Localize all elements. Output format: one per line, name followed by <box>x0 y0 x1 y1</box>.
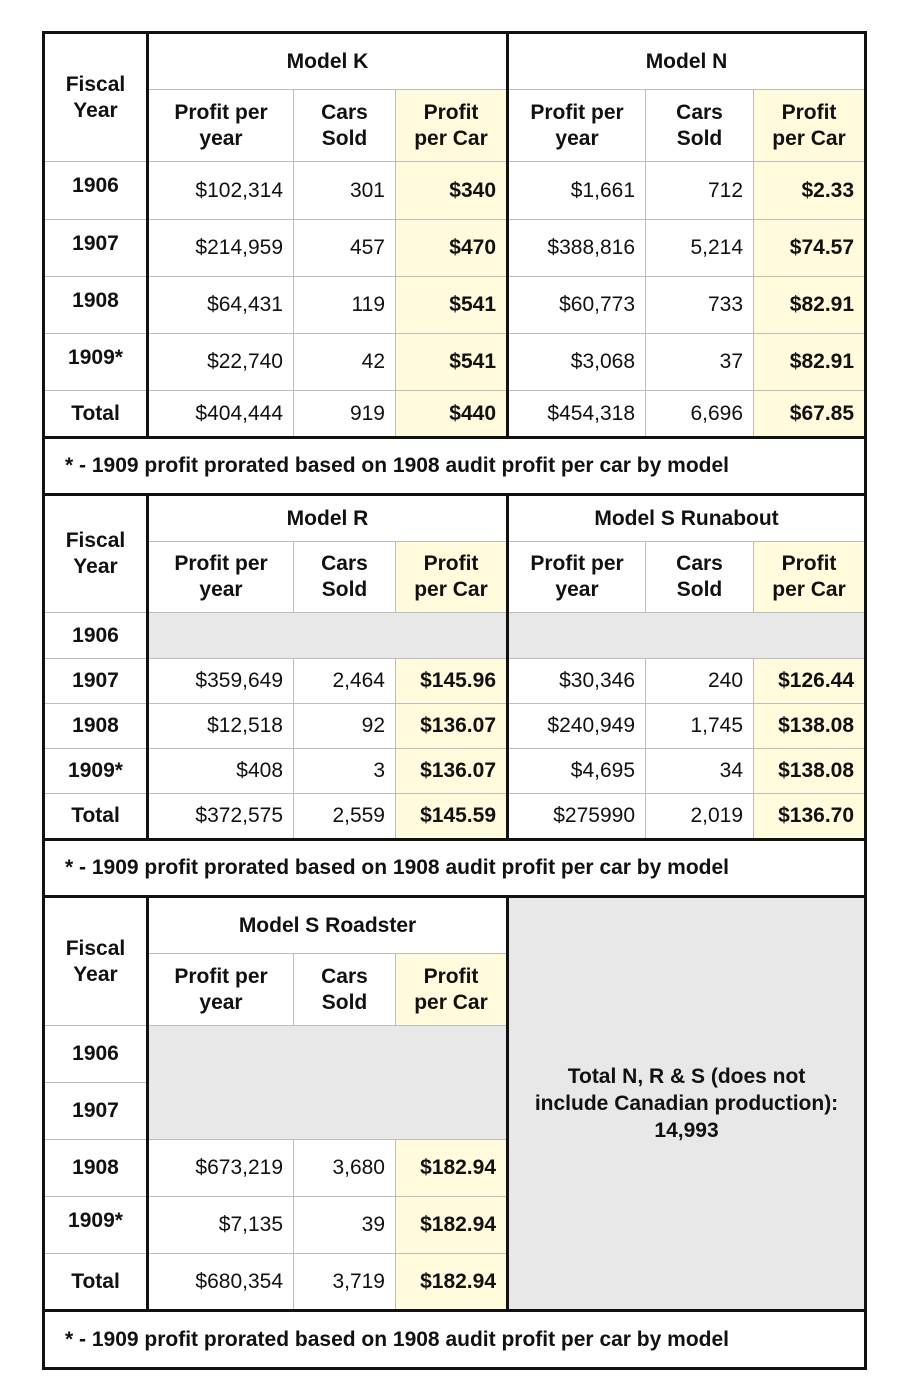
year-cell: Total <box>44 391 148 438</box>
profit-per-car-cell: $541 <box>396 334 508 391</box>
empty-cell <box>148 1026 508 1140</box>
profit-per-year-header <box>148 954 294 1026</box>
profit-per-car-cell: $138.08 <box>754 704 866 749</box>
cars-sold-label: Cars Sold <box>321 552 368 601</box>
year-cell: 1909* <box>44 1197 148 1254</box>
profit-cell: $372,575 <box>148 794 294 840</box>
year-cell: 1908 <box>44 277 148 334</box>
profit-per-car-cell: $145.96 <box>396 659 508 704</box>
cars-cell: 34 <box>646 749 754 794</box>
table1-column-header-row <box>44 90 866 162</box>
model-s-runabout-header: Model S Runabout <box>508 495 866 542</box>
profit-per-car-label: Profit per Car <box>772 552 846 601</box>
table-row <box>44 704 866 749</box>
model-k-header: Model K <box>148 33 508 90</box>
year-cell: 1906 <box>44 1026 148 1083</box>
footnote: * - 1909 profit prorated based on 1908 audit profit per car by model <box>44 1311 866 1369</box>
cars-cell: 733 <box>646 277 754 334</box>
cars-cell: 6,696 <box>646 391 754 438</box>
cars-sold-header <box>646 542 754 613</box>
empty-cell <box>508 613 866 659</box>
table-row <box>44 749 866 794</box>
profit-per-car-cell: $340 <box>396 162 508 220</box>
table-row <box>44 220 866 277</box>
profit-cell: $454,318 <box>508 391 646 438</box>
fiscal-year-label: Fiscal Year <box>65 936 126 986</box>
profit-cell: $102,314 <box>148 162 294 220</box>
profit-per-car-cell: $138.08 <box>754 749 866 794</box>
cars-cell: 92 <box>294 704 396 749</box>
profit-cell: $4,695 <box>508 749 646 794</box>
cars-sold-label: Cars Sold <box>321 100 368 150</box>
cars-cell: 3,719 <box>294 1254 396 1311</box>
model-r-header: Model R <box>148 495 508 542</box>
cars-cell: 3 <box>294 749 396 794</box>
profit-per-car-cell: $136.07 <box>396 704 508 749</box>
footnote: * - 1909 profit prorated based on 1908 audit profit per car by model <box>44 438 866 495</box>
table2-model-header-row <box>44 495 866 542</box>
profit-per-year-label: Profit per year <box>530 100 624 150</box>
table-row-total <box>44 794 866 840</box>
profit-cell: $359,649 <box>148 659 294 704</box>
cars-cell: 919 <box>294 391 396 438</box>
table-row-total <box>44 391 866 438</box>
fiscal-year-label: Fiscal Year <box>65 72 126 122</box>
empty-cell <box>148 613 508 659</box>
profit-per-car-cell: $82.91 <box>754 277 866 334</box>
cars-cell: 39 <box>294 1197 396 1254</box>
profit-per-car-cell: $182.94 <box>396 1254 508 1311</box>
profit-cell: $408 <box>148 749 294 794</box>
cars-cell: 2,464 <box>294 659 396 704</box>
footnote-row <box>44 840 866 897</box>
fiscal-year-label: Fiscal Year <box>65 529 126 578</box>
cars-sold-label: Cars Sold <box>676 552 723 601</box>
profit-tables <box>42 31 864 1370</box>
profit-per-car-header <box>396 90 508 162</box>
profit-per-car-header <box>396 542 508 613</box>
profit-per-car-label: Profit per Car <box>414 552 488 601</box>
footnote-row <box>44 1311 866 1369</box>
cars-cell: 240 <box>646 659 754 704</box>
table3-model-header-row <box>44 897 866 954</box>
profit-cell: $673,219 <box>148 1140 294 1197</box>
profit-cell: $275990 <box>508 794 646 840</box>
model-n-header: Model N <box>508 33 866 90</box>
profit-cell: $388,816 <box>508 220 646 277</box>
year-cell: 1907 <box>44 220 148 277</box>
year-cell: Total <box>44 794 148 840</box>
cars-cell: 3,680 <box>294 1140 396 1197</box>
table-row <box>44 277 866 334</box>
total-summary-cell <box>508 897 866 1311</box>
cars-cell: 42 <box>294 334 396 391</box>
profit-per-car-cell: $440 <box>396 391 508 438</box>
fiscal-year-header <box>44 33 148 162</box>
table-row <box>44 613 866 659</box>
summary-line-1: Total N, R & S (does not <box>567 1065 806 1088</box>
profit-per-year-label: Profit per year <box>174 100 268 150</box>
profit-per-car-header <box>396 954 508 1026</box>
cars-sold-header <box>294 954 396 1026</box>
summary-line-2: include Canadian production): <box>534 1092 839 1115</box>
cars-sold-header <box>646 90 754 162</box>
profit-cell: $240,949 <box>508 704 646 749</box>
profit-per-car-cell: $182.94 <box>396 1140 508 1197</box>
profit-per-year-header <box>508 90 646 162</box>
cars-sold-label: Cars Sold <box>676 100 723 150</box>
table-row <box>44 659 866 704</box>
profit-per-car-header <box>754 542 866 613</box>
cars-cell: 712 <box>646 162 754 220</box>
profit-cell: $60,773 <box>508 277 646 334</box>
profit-per-car-cell: $145.59 <box>396 794 508 840</box>
cars-sold-header <box>294 542 396 613</box>
year-cell: 1906 <box>44 162 148 220</box>
cars-sold-label: Cars Sold <box>321 964 368 1014</box>
profit-cell: $1,661 <box>508 162 646 220</box>
profit-cell: $12,518 <box>148 704 294 749</box>
profit-per-car-cell: $136.07 <box>396 749 508 794</box>
profit-per-car-label: Profit per Car <box>414 964 488 1014</box>
profit-per-car-header <box>754 90 866 162</box>
profit-per-car-cell: $182.94 <box>396 1197 508 1254</box>
cars-cell: 301 <box>294 162 396 220</box>
year-cell: 1908 <box>44 1140 148 1197</box>
footnote: * - 1909 profit prorated based on 1908 audit profit per car by model <box>44 840 866 897</box>
profit-cell: $30,346 <box>508 659 646 704</box>
summary-line-3: 14,993 <box>654 1119 719 1142</box>
profit-per-car-cell: $82.91 <box>754 334 866 391</box>
profit-per-year-header <box>508 542 646 613</box>
year-cell: 1907 <box>44 1083 148 1140</box>
cars-cell: 5,214 <box>646 220 754 277</box>
year-cell: 1909* <box>44 334 148 391</box>
profit-per-year-label: Profit per year <box>530 552 624 601</box>
cars-cell: 2,559 <box>294 794 396 840</box>
profit-cell: $22,740 <box>148 334 294 391</box>
year-cell: 1906 <box>44 613 148 659</box>
cars-cell: 1,745 <box>646 704 754 749</box>
profit-table <box>42 31 867 1370</box>
profit-per-car-label: Profit per Car <box>414 100 488 150</box>
year-cell: 1907 <box>44 659 148 704</box>
year-cell: 1908 <box>44 704 148 749</box>
fiscal-year-header <box>44 897 148 1026</box>
table-row <box>44 334 866 391</box>
profit-cell: $7,135 <box>148 1197 294 1254</box>
table1-model-header-row <box>44 33 866 90</box>
profit-per-year-label: Profit per year <box>174 552 268 601</box>
profit-cell: $64,431 <box>148 277 294 334</box>
table2-column-header-row <box>44 542 866 613</box>
model-s-roadster-header: Model S Roadster <box>148 897 508 954</box>
cars-cell: 457 <box>294 220 396 277</box>
cars-sold-header <box>294 90 396 162</box>
profit-cell: $404,444 <box>148 391 294 438</box>
profit-per-year-label: Profit per year <box>174 964 268 1014</box>
profit-per-car-cell: $126.44 <box>754 659 866 704</box>
cars-cell: 37 <box>646 334 754 391</box>
footnote-row <box>44 438 866 495</box>
cars-cell: 2,019 <box>646 794 754 840</box>
profit-per-car-cell: $470 <box>396 220 508 277</box>
profit-per-car-label: Profit per Car <box>772 100 846 150</box>
profit-per-car-cell: $541 <box>396 277 508 334</box>
profit-cell: $214,959 <box>148 220 294 277</box>
profit-per-car-cell: $2.33 <box>754 162 866 220</box>
profit-per-car-cell: $136.70 <box>754 794 866 840</box>
cars-cell: 119 <box>294 277 396 334</box>
year-cell: Total <box>44 1254 148 1311</box>
profit-per-year-header <box>148 542 294 613</box>
fiscal-year-header <box>44 495 148 613</box>
profit-per-car-cell: $67.85 <box>754 391 866 438</box>
table-row <box>44 162 866 220</box>
profit-cell: $3,068 <box>508 334 646 391</box>
profit-cell: $680,354 <box>148 1254 294 1311</box>
profit-per-year-header <box>148 90 294 162</box>
profit-per-car-cell: $74.57 <box>754 220 866 277</box>
year-cell: 1909* <box>44 749 148 794</box>
